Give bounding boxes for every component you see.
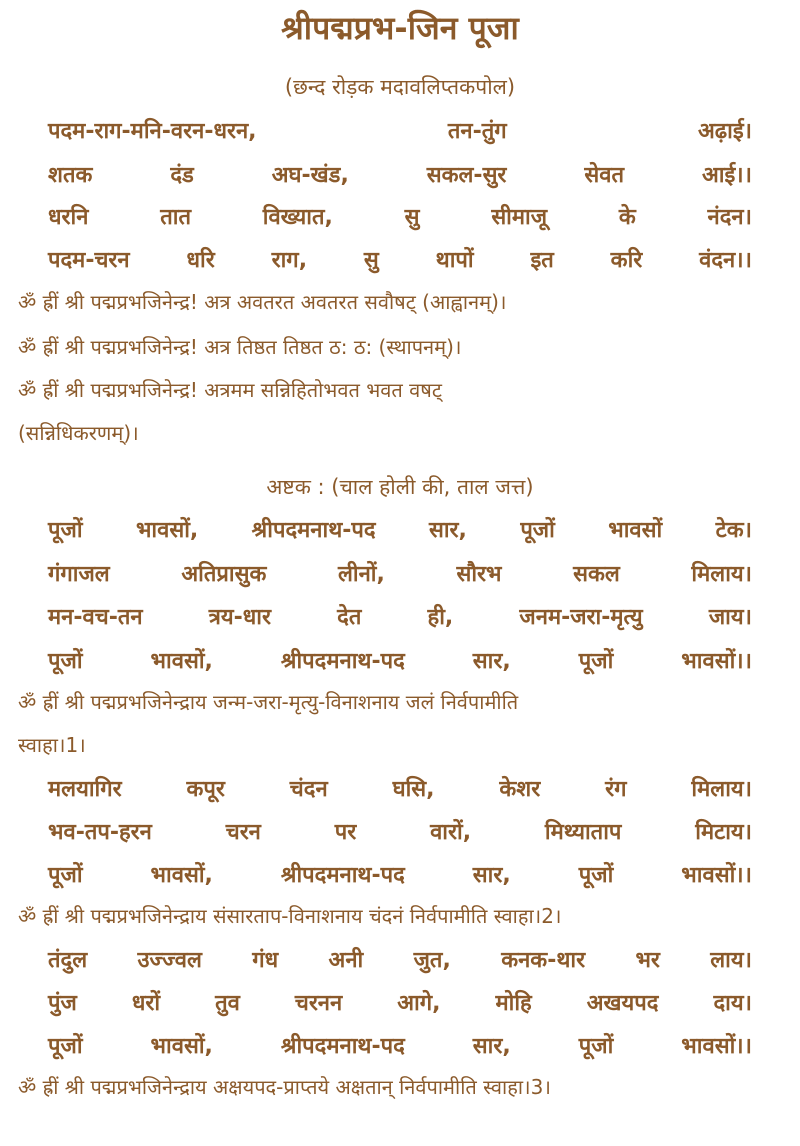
verse-line	[48, 814, 752, 848]
verse-word: जुत,	[413, 948, 451, 973]
verse-word: पूजों	[48, 649, 83, 674]
verse-word: चरन	[225, 820, 261, 845]
sthapan-mantra: ॐ ह्रीं श्री पद्मप्रभजिनेन्द्र! अत्र तिष्ठत तिष्ठत ठ: ठ: (स्थापनम्)।	[18, 335, 462, 359]
verse-word: तंदुल	[48, 948, 88, 973]
verse-word: शतक	[48, 163, 93, 188]
jal-mantra: ॐ ह्रीं श्री पद्मप्रभजिनेन्द्राय जन्म-जरा-मृत्यु-विनाशनाय जलं निर्वपामीति	[18, 690, 519, 714]
verse-word: आई।।	[701, 163, 752, 188]
verse-word: श्रीपदमनाथ-पद	[280, 649, 405, 674]
verse-word: सार,	[428, 518, 467, 543]
verse-line	[48, 599, 752, 633]
verse-word: गंगाजल	[48, 562, 110, 587]
verse-word: सु	[363, 248, 379, 273]
verse-word: त्रय-धार	[208, 605, 271, 630]
verse-line	[48, 199, 752, 233]
verse-word: केशर	[499, 777, 541, 802]
verse-word: दाय।	[713, 991, 752, 1016]
verse-line	[48, 157, 752, 191]
verse-word: पुंज	[48, 991, 77, 1016]
verse-word: श्रीपदमनाथ-पद	[251, 518, 376, 543]
refrain-line	[48, 643, 752, 677]
verse-line	[48, 242, 752, 276]
aahvanan-mantra: ॐ ह्रीं श्री पद्मप्रभजिनेन्द्र! अत्र अवतरत अवतरत सवौषट् (आह्वानम्)।	[18, 290, 507, 314]
verse-word: मिलाय।	[691, 777, 752, 802]
verse-word: तात	[160, 205, 191, 230]
verse-word: भावसों।।	[681, 649, 752, 674]
verse-word: ही,	[427, 605, 454, 630]
refrain-line	[48, 1028, 752, 1062]
verse-word: चंदन	[289, 777, 328, 802]
verse-word: सार,	[472, 863, 511, 888]
verse-word: धरों	[131, 991, 161, 1016]
verse-word: सीमाजू	[491, 205, 548, 230]
verse-word: इत	[530, 248, 554, 273]
verse-word: सकल-सुर	[426, 163, 507, 188]
verse-word: लीनों,	[337, 562, 385, 587]
verse-word: पूजों	[48, 518, 83, 543]
verse-word: आगे,	[397, 991, 441, 1016]
sannidhikaran-mantra-cont: (सन्निधिकरणम्)।	[18, 421, 139, 445]
verse-word: मिलाय।	[691, 562, 752, 587]
verse-word: कनक-थार	[501, 948, 586, 973]
verse-word: के	[618, 205, 636, 230]
verse-word: सौरभ	[456, 562, 502, 587]
verse-word: पूजों	[578, 863, 614, 888]
verse-line	[48, 512, 752, 546]
verse-word: विख्यात,	[262, 205, 333, 230]
verse-word: मिथ्याताप	[544, 820, 622, 845]
verse-word: सार,	[472, 649, 511, 674]
verse-word: धरनि	[48, 205, 89, 230]
verse-word: अखयपद	[586, 991, 659, 1016]
page-title: श्रीपद्मप्रभ-जिन पूजा	[281, 9, 519, 47]
verse-word: भावसों	[608, 518, 663, 543]
verse-word: पदम-चरन	[48, 248, 130, 273]
verse-word: भावसों,	[135, 518, 199, 543]
verse-word: वारों,	[430, 820, 472, 845]
verse-word: पूजों	[520, 518, 555, 543]
verse-word: जनम-जरा-मृत्यु	[519, 605, 643, 630]
verse-line	[48, 985, 752, 1019]
verse-word: लाय।	[710, 948, 752, 973]
verse-word: राग,	[271, 248, 308, 273]
verse-word: सु	[404, 205, 420, 230]
verse-word: अढ़ाई।	[697, 119, 752, 144]
verse-word: पदम-राग-मनि-वरन-धरन,	[48, 119, 257, 144]
verse-word: गंध	[252, 948, 279, 973]
ashtak-heading: अष्टक : (चाल होली की, ताल जत्त)	[266, 475, 534, 499]
verse-word: टेक।	[715, 518, 752, 543]
verse-word: पर	[334, 820, 357, 845]
jal-mantra-cont: स्वाहा।1।	[18, 733, 86, 757]
verse-word: भावसों,	[150, 1034, 213, 1059]
verse-word: भावसों,	[150, 863, 213, 888]
verse-word: अनी	[328, 948, 364, 973]
verse-word: धरि	[186, 248, 215, 273]
verse-word: रंग	[605, 777, 627, 802]
verse-word: अतिप्रासुक	[181, 562, 267, 587]
verse-word: श्रीपदमनाथ-पद	[280, 1034, 405, 1059]
verse-word: देत	[337, 605, 362, 630]
verse-word: मलयागिर	[48, 777, 122, 802]
verse-word: दंड	[170, 163, 194, 188]
refrain-line	[48, 857, 752, 891]
verse-word: भावसों।।	[681, 863, 752, 888]
verse-word: पूजों	[578, 1034, 614, 1059]
verse-word: भव-तप-हरन	[48, 820, 152, 845]
verse-word: भावसों,	[150, 649, 213, 674]
verse-word: नंदन।	[707, 205, 752, 230]
chandan-mantra: ॐ ह्रीं श्री पद्मप्रभजिनेन्द्राय संसारताप-विनाशनाय चंदनं निर्वपामीति स्वाहा।2।	[18, 904, 562, 928]
verse-word: पूजों	[48, 1034, 83, 1059]
verse-word: उज्ज्वल	[137, 948, 202, 973]
verse-word: तन-तुंग	[447, 119, 507, 144]
verse-word: घसि,	[392, 777, 435, 802]
verse-word: सार,	[472, 1034, 511, 1059]
verse-word: थापों	[435, 248, 474, 273]
verse-word: जाय।	[708, 605, 752, 630]
verse-word: सेवत	[584, 163, 625, 188]
sannidhikaran-mantra: ॐ ह्रीं श्री पद्मप्रभजिनेन्द्र! अत्रमम सन्निहितोभवत भवत वषट्	[18, 378, 442, 402]
verse-word: करि	[610, 248, 643, 273]
verse-word: कपूर	[186, 777, 225, 802]
verse-word: भावसों।।	[681, 1034, 752, 1059]
verse-word: श्रीपदमनाथ-पद	[280, 863, 405, 888]
verse-word: मिटाय।	[695, 820, 752, 845]
verse-word: चरनन	[294, 991, 343, 1016]
verse-word: वंदन।।	[699, 248, 752, 273]
verse-word: भर	[635, 948, 660, 973]
verse-word: मन-वच-तन	[48, 605, 143, 630]
verse-word: पूजों	[578, 649, 614, 674]
verse-word: पूजों	[48, 863, 83, 888]
verse-line	[48, 113, 752, 147]
verse-line	[48, 771, 752, 805]
verse-line	[48, 556, 752, 590]
akshat-mantra: ॐ ह्रीं श्री पद्मप्रभजिनेन्द्राय अक्षयपद-प्राप्तये अक्षतान् निर्वपामीति स्वाहा।3।	[18, 1075, 551, 1099]
verse-word: अघ-खंड,	[271, 163, 349, 188]
verse-word: मोहि	[495, 991, 532, 1016]
verse-word: तुव	[215, 991, 240, 1016]
verse-word: सकल	[573, 562, 620, 587]
verse-line	[48, 942, 752, 976]
chhand-label: (छन्द रोड़क मदावलिप्तकपोल)	[284, 75, 516, 99]
